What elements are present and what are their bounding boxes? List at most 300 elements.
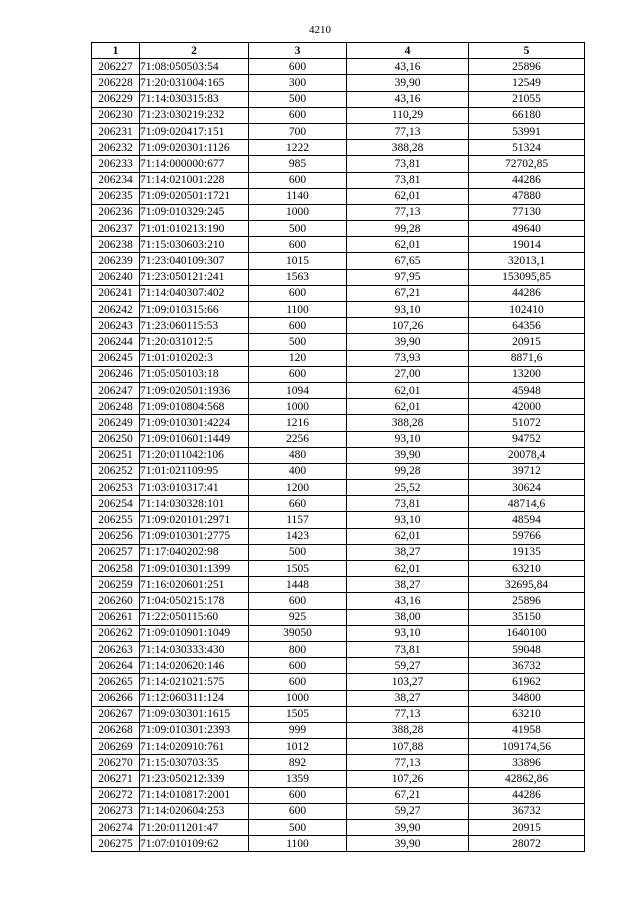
table-row: [92, 350, 585, 366]
area-cell: 500: [249, 334, 347, 350]
table-row: [92, 528, 585, 544]
table-row: [92, 123, 585, 139]
column-header-3: 3: [249, 43, 347, 59]
value-cell: 20078,4: [469, 447, 585, 463]
area-cell: 985: [249, 156, 347, 172]
table-row: [92, 496, 585, 512]
table-row: [92, 771, 585, 787]
area-cell: 2256: [249, 431, 347, 447]
row-number-cell: 206265: [92, 674, 140, 690]
cadastral-number-cell: 71:09:030301:1615: [140, 706, 249, 722]
table-row: [92, 480, 585, 496]
table-row: [92, 253, 585, 269]
rate-cell: 38,00: [347, 609, 469, 625]
area-cell: 1015: [249, 253, 347, 269]
row-number-cell: 206247: [92, 382, 140, 398]
table-row: [92, 334, 585, 350]
rate-cell: 39,90: [347, 447, 469, 463]
cadastral-number-cell: 71:20:031012:5: [140, 334, 249, 350]
rate-cell: 62,01: [347, 561, 469, 577]
table-row: [92, 302, 585, 318]
value-cell: 47880: [469, 188, 585, 204]
value-cell: 44286: [469, 787, 585, 803]
column-header-1: 1: [92, 43, 140, 59]
table-row: [92, 269, 585, 285]
value-cell: 28072: [469, 836, 585, 852]
table-row: [92, 366, 585, 382]
value-cell: 36732: [469, 803, 585, 819]
value-cell: 32013,1: [469, 253, 585, 269]
rate-cell: 99,28: [347, 463, 469, 479]
value-cell: 36732: [469, 658, 585, 674]
row-number-cell: 206235: [92, 188, 140, 204]
value-cell: 12549: [469, 75, 585, 91]
area-cell: 800: [249, 641, 347, 657]
table-row: [92, 722, 585, 738]
table-row: [92, 221, 585, 237]
row-number-cell: 206230: [92, 107, 140, 123]
table-row: [92, 836, 585, 852]
rate-cell: 43,16: [347, 59, 469, 75]
table-row: [92, 690, 585, 706]
value-cell: 72702,85: [469, 156, 585, 172]
value-cell: 19014: [469, 237, 585, 253]
rate-cell: 77,13: [347, 706, 469, 722]
cadastral-number-cell: 71:09:010301:2775: [140, 528, 249, 544]
value-cell: 30624: [469, 480, 585, 496]
cadastral-number-cell: 71:23:050212:339: [140, 771, 249, 787]
area-cell: 1100: [249, 836, 347, 852]
value-cell: 61962: [469, 674, 585, 690]
table-row: [92, 91, 585, 107]
area-cell: 1359: [249, 771, 347, 787]
value-cell: 21055: [469, 91, 585, 107]
row-number-cell: 206238: [92, 237, 140, 253]
value-cell: 42000: [469, 399, 585, 415]
table-row: [92, 755, 585, 771]
rate-cell: 73,81: [347, 496, 469, 512]
rate-cell: 43,16: [347, 91, 469, 107]
rate-cell: 62,01: [347, 382, 469, 398]
table-row: [92, 820, 585, 836]
row-number-cell: 206257: [92, 544, 140, 560]
value-cell: 102410: [469, 302, 585, 318]
rate-cell: 93,10: [347, 431, 469, 447]
cadastral-number-cell: 71:07:010109:62: [140, 836, 249, 852]
cadastral-number-cell: 71:20:011201:47: [140, 820, 249, 836]
cadastral-number-cell: 71:23:040109:307: [140, 253, 249, 269]
area-cell: 600: [249, 59, 347, 75]
row-number-cell: 206239: [92, 253, 140, 269]
table-body: [92, 59, 585, 852]
cadastral-number-cell: 71:09:010301:2393: [140, 722, 249, 738]
rate-cell: 110,29: [347, 107, 469, 123]
rate-cell: 43,16: [347, 593, 469, 609]
rate-cell: 38,27: [347, 690, 469, 706]
rate-cell: 388,28: [347, 722, 469, 738]
value-cell: 51072: [469, 415, 585, 431]
row-number-cell: 206227: [92, 59, 140, 75]
cadastral-number-cell: 71:14:000000:677: [140, 156, 249, 172]
value-cell: 8871,6: [469, 350, 585, 366]
cadastral-number-cell: 71:14:030328:101: [140, 496, 249, 512]
area-cell: 1000: [249, 690, 347, 706]
cadastral-number-cell: 71:09:010901:1049: [140, 625, 249, 641]
row-number-cell: 206241: [92, 285, 140, 301]
area-cell: 1012: [249, 739, 347, 755]
value-cell: 48714,6: [469, 496, 585, 512]
row-number-cell: 206248: [92, 399, 140, 415]
row-number-cell: 206246: [92, 366, 140, 382]
row-number-cell: 206261: [92, 609, 140, 625]
area-cell: 1563: [249, 269, 347, 285]
row-number-cell: 206250: [92, 431, 140, 447]
row-number-cell: 206264: [92, 658, 140, 674]
cadastral-number-cell: 71:14:021021:575: [140, 674, 249, 690]
rate-cell: 107,26: [347, 318, 469, 334]
area-cell: 600: [249, 803, 347, 819]
table-row: [92, 318, 585, 334]
row-number-cell: 206269: [92, 739, 140, 755]
rate-cell: 39,90: [347, 334, 469, 350]
row-number-cell: 206271: [92, 771, 140, 787]
rate-cell: 67,21: [347, 285, 469, 301]
cadastral-number-cell: 71:23:060115:53: [140, 318, 249, 334]
table-row: [92, 609, 585, 625]
table-row: [92, 658, 585, 674]
cadastral-number-cell: 71:01:010213:190: [140, 221, 249, 237]
row-number-cell: 206273: [92, 803, 140, 819]
table-row: [92, 625, 585, 641]
table-row: [92, 415, 585, 431]
rate-cell: 103,27: [347, 674, 469, 690]
row-number-cell: 206253: [92, 480, 140, 496]
rate-cell: 73,81: [347, 156, 469, 172]
cadastral-number-cell: 71:20:031004:165: [140, 75, 249, 91]
area-cell: 1000: [249, 204, 347, 220]
rate-cell: 73,81: [347, 172, 469, 188]
row-number-cell: 206251: [92, 447, 140, 463]
area-cell: 1222: [249, 140, 347, 156]
value-cell: 42862,86: [469, 771, 585, 787]
value-cell: 77130: [469, 204, 585, 220]
table-row: [92, 803, 585, 819]
area-cell: 480: [249, 447, 347, 463]
row-number-cell: 206244: [92, 334, 140, 350]
rate-cell: 97,95: [347, 269, 469, 285]
area-cell: 600: [249, 107, 347, 123]
area-cell: 1448: [249, 577, 347, 593]
rate-cell: 39,90: [347, 820, 469, 836]
area-cell: 500: [249, 544, 347, 560]
value-cell: 53991: [469, 123, 585, 139]
table-row: [92, 204, 585, 220]
area-cell: 600: [249, 674, 347, 690]
cadastral-number-cell: 71:20:011042:106: [140, 447, 249, 463]
value-cell: 20915: [469, 334, 585, 350]
cadastral-number-cell: 71:09:010315:66: [140, 302, 249, 318]
table-row: [92, 739, 585, 755]
cadastral-number-cell: 71:17:040202:98: [140, 544, 249, 560]
area-cell: 500: [249, 91, 347, 107]
row-number-cell: 206275: [92, 836, 140, 852]
rate-cell: 59,27: [347, 803, 469, 819]
rate-cell: 99,28: [347, 221, 469, 237]
rate-cell: 38,27: [347, 577, 469, 593]
cadastral-number-cell: 71:09:010329:245: [140, 204, 249, 220]
table-row: [92, 156, 585, 172]
table-row: [92, 172, 585, 188]
row-number-cell: 206231: [92, 123, 140, 139]
row-number-cell: 206259: [92, 577, 140, 593]
rate-cell: 27,00: [347, 366, 469, 382]
row-number-cell: 206228: [92, 75, 140, 91]
cadastral-number-cell: 71:15:030603:210: [140, 237, 249, 253]
area-cell: 1094: [249, 382, 347, 398]
value-cell: 35150: [469, 609, 585, 625]
row-number-cell: 206243: [92, 318, 140, 334]
row-number-cell: 206270: [92, 755, 140, 771]
cadastral-number-cell: 71:01:010202:3: [140, 350, 249, 366]
cadastral-number-cell: 71:09:020501:1721: [140, 188, 249, 204]
table-row: [92, 641, 585, 657]
rate-cell: 62,01: [347, 399, 469, 415]
table-row: [92, 577, 585, 593]
table-row: [92, 447, 585, 463]
table-row: [92, 787, 585, 803]
value-cell: 1640100: [469, 625, 585, 641]
value-cell: 153095,85: [469, 269, 585, 285]
row-number-cell: 206233: [92, 156, 140, 172]
area-cell: 300: [249, 75, 347, 91]
table-row: [92, 75, 585, 91]
cadastral-number-cell: 71:09:010301:1399: [140, 561, 249, 577]
cadastral-number-cell: 71:14:030333:430: [140, 641, 249, 657]
value-cell: 45948: [469, 382, 585, 398]
area-cell: 1000: [249, 399, 347, 415]
area-cell: 925: [249, 609, 347, 625]
area-cell: 400: [249, 463, 347, 479]
row-number-cell: 206258: [92, 561, 140, 577]
table-row: [92, 59, 585, 75]
area-cell: 500: [249, 221, 347, 237]
column-header-5: 5: [469, 43, 585, 59]
cadastral-number-cell: 71:23:050121:241: [140, 269, 249, 285]
rate-cell: 388,28: [347, 140, 469, 156]
cadastral-number-cell: 71:22:050115:60: [140, 609, 249, 625]
cadastral-number-cell: 71:15:030703:35: [140, 755, 249, 771]
row-number-cell: 206237: [92, 221, 140, 237]
rate-cell: 67,65: [347, 253, 469, 269]
area-cell: 1505: [249, 706, 347, 722]
table-header-row: [92, 43, 585, 59]
rate-cell: 39,90: [347, 836, 469, 852]
row-number-cell: 206272: [92, 787, 140, 803]
cadastral-number-cell: 71:09:020501:1936: [140, 382, 249, 398]
cadastral-number-cell: 71:01:021109:95: [140, 463, 249, 479]
area-cell: 600: [249, 237, 347, 253]
area-cell: 1140: [249, 188, 347, 204]
row-number-cell: 206236: [92, 204, 140, 220]
row-number-cell: 206240: [92, 269, 140, 285]
area-cell: 1157: [249, 512, 347, 528]
value-cell: 19135: [469, 544, 585, 560]
area-cell: 120: [249, 350, 347, 366]
value-cell: 25896: [469, 593, 585, 609]
value-cell: 48594: [469, 512, 585, 528]
cadastral-number-cell: 71:09:020417:151: [140, 123, 249, 139]
area-cell: 1100: [249, 302, 347, 318]
cadastral-number-cell: 71:04:050215:178: [140, 593, 249, 609]
data-table: [91, 42, 585, 852]
cadastral-number-cell: 71:14:030315:83: [140, 91, 249, 107]
cadastral-number-cell: 71:14:021001:228: [140, 172, 249, 188]
row-number-cell: 206232: [92, 140, 140, 156]
table-row: [92, 140, 585, 156]
area-cell: 700: [249, 123, 347, 139]
area-cell: 39050: [249, 625, 347, 641]
column-header-2: 2: [140, 43, 249, 59]
cadastral-number-cell: 71:16:020601:251: [140, 577, 249, 593]
area-cell: 1200: [249, 480, 347, 496]
cadastral-number-cell: 71:09:010804:568: [140, 399, 249, 415]
value-cell: 13200: [469, 366, 585, 382]
table-row: [92, 512, 585, 528]
area-cell: 600: [249, 787, 347, 803]
table-row: [92, 107, 585, 123]
value-cell: 25896: [469, 59, 585, 75]
rate-cell: 67,21: [347, 787, 469, 803]
cadastral-number-cell: 71:14:010817:2001: [140, 787, 249, 803]
value-cell: 63210: [469, 561, 585, 577]
table-row: [92, 237, 585, 253]
rate-cell: 388,28: [347, 415, 469, 431]
table-row: [92, 561, 585, 577]
row-number-cell: 206242: [92, 302, 140, 318]
table-row: [92, 593, 585, 609]
value-cell: 51324: [469, 140, 585, 156]
cadastral-number-cell: 71:09:020301:1126: [140, 140, 249, 156]
area-cell: 600: [249, 366, 347, 382]
cadastral-number-cell: 71:09:010601:1449: [140, 431, 249, 447]
cadastral-number-cell: 71:14:020620:146: [140, 658, 249, 674]
area-cell: 1505: [249, 561, 347, 577]
area-cell: 600: [249, 593, 347, 609]
cadastral-number-cell: 71:09:010301:4224: [140, 415, 249, 431]
row-number-cell: 206274: [92, 820, 140, 836]
value-cell: 32695,84: [469, 577, 585, 593]
rate-cell: 59,27: [347, 658, 469, 674]
rate-cell: 107,26: [347, 771, 469, 787]
rate-cell: 73,93: [347, 350, 469, 366]
value-cell: 64356: [469, 318, 585, 334]
cadastral-number-cell: 71:14:020910:761: [140, 739, 249, 755]
row-number-cell: 206263: [92, 641, 140, 657]
row-number-cell: 206256: [92, 528, 140, 544]
table-row: [92, 399, 585, 415]
value-cell: 33896: [469, 755, 585, 771]
area-cell: 660: [249, 496, 347, 512]
area-cell: 999: [249, 722, 347, 738]
cadastral-number-cell: 71:23:030219:232: [140, 107, 249, 123]
row-number-cell: 206255: [92, 512, 140, 528]
area-cell: 500: [249, 820, 347, 836]
table-row: [92, 188, 585, 204]
table-row: [92, 674, 585, 690]
value-cell: 59048: [469, 641, 585, 657]
row-number-cell: 206260: [92, 593, 140, 609]
row-number-cell: 206234: [92, 172, 140, 188]
cadastral-number-cell: 71:05:050103:18: [140, 366, 249, 382]
rate-cell: 77,13: [347, 123, 469, 139]
value-cell: 34800: [469, 690, 585, 706]
rate-cell: 93,10: [347, 512, 469, 528]
table-row: [92, 463, 585, 479]
row-number-cell: 206249: [92, 415, 140, 431]
value-cell: 109174,56: [469, 739, 585, 755]
area-cell: 600: [249, 285, 347, 301]
value-cell: 66180: [469, 107, 585, 123]
cadastral-number-cell: 71:08:050503:54: [140, 59, 249, 75]
area-cell: 600: [249, 318, 347, 334]
value-cell: 44286: [469, 172, 585, 188]
area-cell: 600: [249, 172, 347, 188]
page-number: 4210: [309, 24, 331, 36]
table-row: [92, 431, 585, 447]
rate-cell: 77,13: [347, 755, 469, 771]
rate-cell: 39,90: [347, 75, 469, 91]
cadastral-number-cell: 71:09:020101:2971: [140, 512, 249, 528]
cadastral-number-cell: 71:14:020604:253: [140, 803, 249, 819]
cadastral-number-cell: 71:14:040307:402: [140, 285, 249, 301]
value-cell: 44286: [469, 285, 585, 301]
area-cell: 600: [249, 658, 347, 674]
rate-cell: 38,27: [347, 544, 469, 560]
rate-cell: 93,10: [347, 625, 469, 641]
value-cell: 94752: [469, 431, 585, 447]
row-number-cell: 206266: [92, 690, 140, 706]
table-row: [92, 706, 585, 722]
rate-cell: 62,01: [347, 188, 469, 204]
cadastral-number-cell: 71:03:010317:41: [140, 480, 249, 496]
rate-cell: 73,81: [347, 641, 469, 657]
column-header-4: 4: [347, 43, 469, 59]
value-cell: 20915: [469, 820, 585, 836]
row-number-cell: 206252: [92, 463, 140, 479]
rate-cell: 25,52: [347, 480, 469, 496]
row-number-cell: 206267: [92, 706, 140, 722]
area-cell: 1216: [249, 415, 347, 431]
table-row: [92, 544, 585, 560]
value-cell: 41958: [469, 722, 585, 738]
area-cell: 892: [249, 755, 347, 771]
rate-cell: 62,01: [347, 528, 469, 544]
value-cell: 39712: [469, 463, 585, 479]
area-cell: 1423: [249, 528, 347, 544]
row-number-cell: 206268: [92, 722, 140, 738]
row-number-cell: 206245: [92, 350, 140, 366]
cadastral-number-cell: 71:12:060311:124: [140, 690, 249, 706]
rate-cell: 93,10: [347, 302, 469, 318]
row-number-cell: 206229: [92, 91, 140, 107]
rate-cell: 107,88: [347, 739, 469, 755]
table-row: [92, 285, 585, 301]
value-cell: 49640: [469, 221, 585, 237]
row-number-cell: 206254: [92, 496, 140, 512]
value-cell: 63210: [469, 706, 585, 722]
rate-cell: 62,01: [347, 237, 469, 253]
row-number-cell: 206262: [92, 625, 140, 641]
